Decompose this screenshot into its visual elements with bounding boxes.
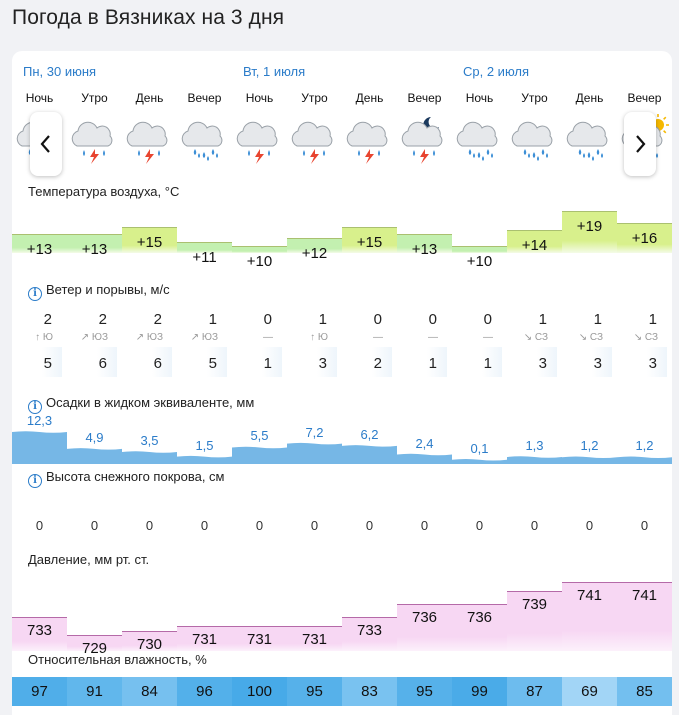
- pressure-value: 731: [246, 631, 273, 649]
- wind-label: i Ветер и порывы, м/с: [28, 282, 170, 301]
- snow-value: 0: [35, 518, 44, 533]
- cloud-thunderstorm-icon: [342, 113, 397, 165]
- temperature-value: +15: [136, 233, 163, 251]
- wind-gust-value: 3: [593, 355, 602, 372]
- humidity-cell: 99: [452, 677, 507, 706]
- wind-direction: ↗ ЮЗ: [190, 332, 218, 343]
- cloud-thunderstorm-icon: [287, 113, 342, 165]
- snow-value: 0: [90, 518, 99, 533]
- wind-direction: ↘ СЗ: [578, 332, 603, 343]
- pressure-value: 731: [301, 631, 328, 649]
- wind-speed-value: 1: [208, 311, 217, 328]
- wind-gust-value: 6: [153, 355, 162, 372]
- temperature-value: +19: [576, 218, 603, 235]
- temperature-value: +15: [356, 233, 383, 251]
- wind-gust-value: 1: [263, 355, 272, 372]
- humidity-cell: 100: [232, 677, 287, 706]
- wind-speed-value: 1: [593, 311, 602, 328]
- precipitation-label: i Осадки в жидком эквиваленте, мм: [28, 395, 254, 414]
- temperature-value: +10: [466, 253, 493, 270]
- time-of-day-label: Утро: [81, 91, 108, 105]
- moon-cloud-thunderstorm-icon: [397, 113, 452, 165]
- wind-gust-value: 5: [43, 355, 52, 372]
- humidity-cell: 96: [177, 677, 232, 706]
- wind-speed-value: 1: [648, 311, 657, 328]
- wind-speed-value: 0: [373, 311, 382, 328]
- chevron-left-icon: [39, 134, 53, 154]
- info-icon[interactable]: i: [28, 400, 42, 414]
- forecast-card: [12, 51, 672, 715]
- precipitation-value: 3,5: [140, 433, 159, 449]
- wind-speed-value: 0: [483, 311, 492, 328]
- page-title: Погода в Вязниках на 3 дня: [12, 6, 285, 29]
- precipitation-value: 0,1: [470, 440, 489, 456]
- time-of-day-label: День: [575, 91, 604, 105]
- pressure-label: Давление, мм рт. ст.: [28, 552, 150, 567]
- temperature-value: +13: [81, 241, 108, 259]
- humidity-label: Относительная влажность, %: [28, 652, 207, 667]
- wind-speed-value: 0: [263, 311, 272, 328]
- cloud-rain-icon: [177, 113, 232, 165]
- date-label: Пн, 30 июня: [23, 64, 97, 79]
- pressure-value: 741: [576, 587, 603, 604]
- time-of-day-label: День: [355, 91, 384, 105]
- precipitation-value: 1,2: [635, 438, 654, 454]
- cloud-rain-icon: [562, 113, 617, 165]
- time-of-day-label: Утро: [521, 91, 548, 105]
- humidity-cell: 85: [617, 677, 672, 706]
- humidity-cell: 97: [12, 677, 67, 706]
- temperature-value: +11: [192, 249, 217, 267]
- cloud-rain-icon: [507, 113, 562, 165]
- precipitation-value: 12,3: [26, 413, 53, 428]
- pressure-value: 730: [136, 635, 163, 653]
- wind-gust-value: 3: [318, 355, 327, 372]
- wind-direction: —: [373, 332, 383, 343]
- wind-direction: ↑ Ю: [35, 332, 53, 343]
- cloud-rain-icon: [452, 113, 507, 165]
- pressure-value: 733: [26, 622, 53, 640]
- precipitation-value: 4,9: [85, 429, 104, 445]
- temperature-bar: [232, 246, 287, 253]
- pressure-value: 733: [356, 622, 383, 640]
- temperature-value: +14: [521, 237, 548, 255]
- pressure-value: 739: [521, 595, 548, 613]
- pressure-value: 736: [466, 609, 493, 627]
- temperature-value: +13: [411, 241, 438, 259]
- humidity-cell: 69: [562, 677, 617, 706]
- wind-speed-value: 2: [98, 311, 107, 328]
- snow-value: 0: [530, 518, 539, 533]
- wind-gust-value: 1: [428, 355, 437, 372]
- snow-label: i Высота снежного покрова, см: [28, 469, 225, 488]
- time-of-day-label: Ночь: [465, 91, 494, 105]
- wind-direction: ↘ СЗ: [523, 332, 548, 343]
- wind-direction: —: [483, 332, 493, 343]
- precipitation-value: 1,3: [525, 438, 544, 454]
- temperature-bar: [452, 246, 507, 253]
- pressure-value: 729: [81, 640, 108, 657]
- humidity-cell: 95: [287, 677, 342, 706]
- snow-value: 0: [585, 518, 594, 533]
- wind-direction: ↑ Ю: [310, 332, 328, 343]
- wind-direction: —: [428, 332, 438, 343]
- time-of-day-label: Ночь: [25, 91, 54, 105]
- precipitation-value: 5,5: [250, 428, 269, 444]
- time-of-day-label: Вечер: [187, 91, 222, 105]
- info-icon[interactable]: i: [28, 287, 42, 301]
- snow-value: 0: [255, 518, 264, 533]
- wind-speed-value: 1: [318, 311, 327, 328]
- cloud-thunderstorm-icon: [67, 113, 122, 165]
- humidity-cell: 84: [122, 677, 177, 706]
- wind-gust-value: 1: [483, 355, 492, 372]
- cloud-thunderstorm-icon: [122, 113, 177, 165]
- pressure-value: 731: [191, 631, 218, 649]
- humidity-cell: 87: [507, 677, 562, 706]
- snow-value: 0: [365, 518, 374, 533]
- wind-speed-value: 1: [538, 311, 547, 328]
- time-of-day-label: Ночь: [245, 91, 274, 105]
- precipitation-value: 1,5: [195, 437, 214, 453]
- humidity-cell: 91: [67, 677, 122, 706]
- chevron-right-icon: [633, 134, 647, 154]
- scroll-left-button[interactable]: [30, 112, 62, 176]
- date-label: Ср, 2 июля: [463, 64, 530, 79]
- scroll-right-button[interactable]: [624, 112, 656, 176]
- wind-gust-value: 3: [648, 355, 657, 372]
- wind-direction: ↘ СЗ: [633, 332, 658, 343]
- pressure-value: 741: [631, 587, 658, 604]
- temperature-value: +16: [631, 229, 658, 247]
- temperature-label: Температура воздуха, °С: [28, 184, 180, 199]
- wind-direction: ↗ ЮЗ: [80, 332, 108, 343]
- temperature-value: +13: [26, 241, 53, 259]
- precipitation-value: 1,2: [580, 438, 599, 454]
- snow-value: 0: [310, 518, 319, 533]
- time-of-day-label: Вечер: [407, 91, 442, 105]
- temperature-value: +12: [301, 245, 328, 263]
- wind-gust-value: 2: [373, 355, 382, 372]
- wind-gust-value: 5: [208, 355, 217, 372]
- wind-direction: —: [263, 332, 273, 343]
- wind-gust-value: 6: [98, 355, 107, 372]
- precipitation-value: 7,2: [305, 424, 324, 440]
- wind-direction: ↗ ЮЗ: [135, 332, 163, 343]
- precipitation-value: 2,4: [415, 435, 434, 451]
- time-of-day-label: День: [135, 91, 164, 105]
- humidity-cell: 95: [397, 677, 452, 706]
- snow-value: 0: [145, 518, 154, 533]
- date-label: Вт, 1 июля: [243, 64, 306, 79]
- pressure-value: 736: [411, 609, 438, 627]
- snow-value: 0: [420, 518, 429, 533]
- wind-speed-value: 2: [153, 311, 162, 328]
- info-icon[interactable]: i: [28, 474, 42, 488]
- snow-value: 0: [200, 518, 209, 533]
- wind-gust-value: 3: [538, 355, 547, 372]
- time-of-day-label: Вечер: [627, 91, 662, 105]
- cloud-thunderstorm-icon: [232, 113, 287, 165]
- wind-speed-value: 0: [428, 311, 437, 328]
- snow-value: 0: [475, 518, 484, 533]
- temperature-value: +10: [246, 253, 273, 270]
- humidity-cell: 83: [342, 677, 397, 706]
- wind-speed-value: 2: [43, 311, 52, 328]
- time-of-day-label: Утро: [301, 91, 328, 105]
- precipitation-value: 6,2: [360, 426, 379, 442]
- snow-value: 0: [640, 518, 649, 533]
